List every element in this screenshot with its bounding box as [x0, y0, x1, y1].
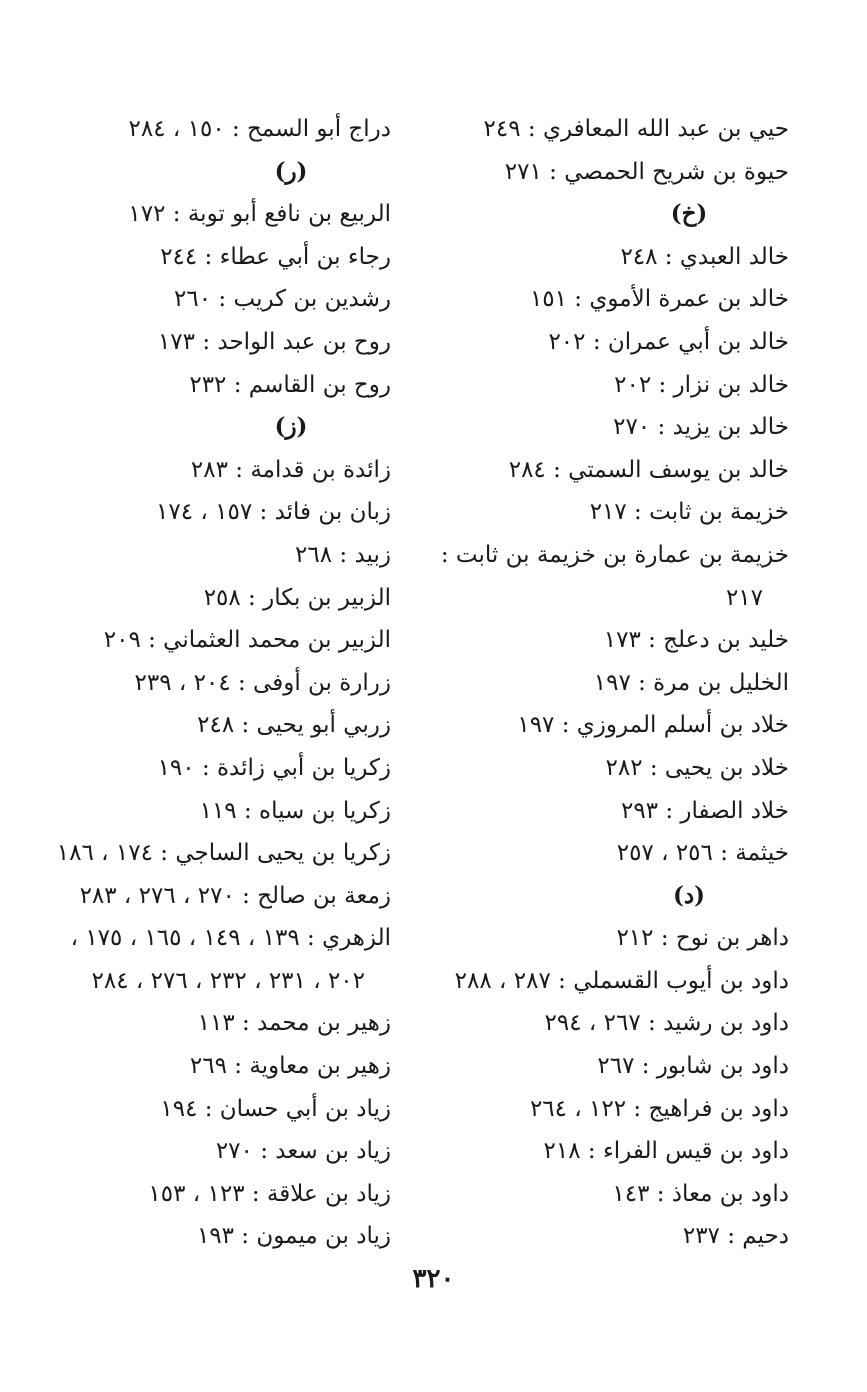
index-entry: زياد بن علاقة : ١٢٣ ، ١٥٣: [148, 1180, 391, 1207]
section-letter-heading: (ز): [274, 413, 308, 441]
index-entry: داود بن أيوب القسملي : ٢٨٧ ، ٢٨٨: [454, 967, 789, 994]
index-entry: داود بن شابور : ٢٦٧: [597, 1053, 789, 1080]
index-entry: داود بن رشيد : ٢٦٧ ، ٢٩٤: [544, 1010, 789, 1037]
index-entry: داود بن قيس الفراء : ٢١٨: [543, 1138, 789, 1165]
index-entry: الربيع بن نافع أبو توبة : ١٧٢: [128, 201, 391, 228]
index-entry: زربي أبو يحيى : ٢٤٨: [197, 712, 391, 739]
index-entry: داود بن فراهيج : ١٢٢ ، ٢٦٤: [529, 1095, 789, 1122]
index-entry: الزبير بن بكار : ٢٥٨: [203, 584, 391, 611]
index-entry-continuation: ٢٠٢ ، ٢٣١ ، ٢٣٢ ، ٢٧٦ ، ٢٨٤: [91, 967, 365, 994]
index-entry: زكريا بن أبي زائدة : ١٩٠: [157, 754, 391, 781]
index-entry: داهر بن نوح : ٢١٢: [616, 925, 789, 952]
index-entry: زكريا بن سياه : ١١٩: [199, 797, 391, 824]
index-entry: زبان بن فائد : ١٥٧ ، ١٧٤: [156, 499, 391, 526]
section-letter-heading: (ر): [274, 157, 308, 185]
index-entry: داود بن معاذ : ١٤٣: [612, 1180, 789, 1207]
index-entry: خالد بن عمرة الأموي : ١٥١: [529, 286, 789, 313]
index-entry: زمعة بن صالح : ٢٧٠ ، ٢٧٦ ، ٢٨٣: [79, 882, 391, 909]
index-entry: رجاء بن أبي عطاء : ٢٤٤: [160, 243, 391, 270]
index-entry: زهير بن معاوية : ٢٦٩: [189, 1053, 391, 1080]
index-entry: زرارة بن أوفى : ٢٠٤ ، ٢٣٩: [134, 669, 391, 696]
index-entry: زهير بن محمد : ١١٣: [197, 1010, 391, 1037]
index-entry: حيي بن عبد الله المعافري : ٢٤٩: [483, 116, 789, 142]
index-entry-continuation: ٢١٧: [725, 584, 763, 611]
index-entry: زبيد : ٢٦٨: [295, 541, 391, 568]
index-column-right: [389, 108, 789, 1258]
index-entry: خالد العبدي : ٢٤٨: [620, 243, 789, 270]
index-entry: خالد بن نزار : ٢٠٢: [614, 371, 789, 398]
index-entry: دراج أبو السمح : ١٥٠ ، ٢٨٤: [128, 116, 391, 142]
index-entry: خالد بن يوسف السمتي : ٢٨٤: [508, 456, 789, 483]
index-entry: حيوة بن شريح الحمصي : ٢٧١: [504, 158, 789, 185]
index-entry: روح بن القاسم : ٢٣٢: [189, 371, 391, 398]
index-entry: الخليل بن مرة : ١٩٧: [593, 669, 789, 696]
index-entry: خزيمة بن ثابت : ٢١٧: [589, 499, 789, 526]
index-entry: خلاد بن يحيى : ٢٨٢: [605, 754, 789, 781]
index-entry: دحيم : ٢٣٧: [682, 1223, 789, 1250]
page-number: ٣٢٠: [412, 1264, 455, 1294]
index-entry: خالد بن أبي عمران : ٢٠٢: [548, 328, 789, 355]
section-letter-heading: (د): [672, 881, 705, 909]
index-entry: زائدة بن قدامة : ٢٨٣: [190, 456, 391, 483]
index-entry: زياد بن ميمون : ١٩٣: [196, 1223, 391, 1250]
index-entry: خزيمة بن عمارة بن خزيمة بن ثابت :: [440, 541, 789, 568]
index-entry: خيثمة : ٢٥٦ ، ٢٥٧: [616, 840, 789, 867]
index-entry: رشدين بن كريب : ٢٦٠: [174, 286, 391, 313]
index-entry: خلاد بن أسلم المروزي : ١٩٧: [517, 712, 789, 739]
index-entry: روح بن عبد الواحد : ١٧٣: [157, 328, 391, 355]
section-letter-heading: (خ): [670, 200, 708, 228]
index-entry: خليد بن دعلج : ١٧٣: [603, 627, 789, 654]
index-entry: زكريا بن يحيى الساجي : ١٧٤ ، ١٨٦: [56, 840, 391, 867]
index-entry: خلاد الصفار : ٢٩٣: [620, 797, 789, 824]
index-column-left: [0, 108, 391, 1258]
index-entry: الزهري : ١٣٩ ، ١٤٩ ، ١٦٥ ، ١٧٥ ،: [70, 925, 391, 952]
index-entry: زياد بن أبي حسان : ١٩٤: [160, 1095, 391, 1122]
index-entry: زياد بن سعد : ٢٧٠: [215, 1138, 391, 1165]
index-entry: خالد بن يزيد : ٢٧٠: [613, 414, 789, 441]
index-entry: الزبير بن محمد العثماني : ٢٠٩: [103, 627, 391, 654]
